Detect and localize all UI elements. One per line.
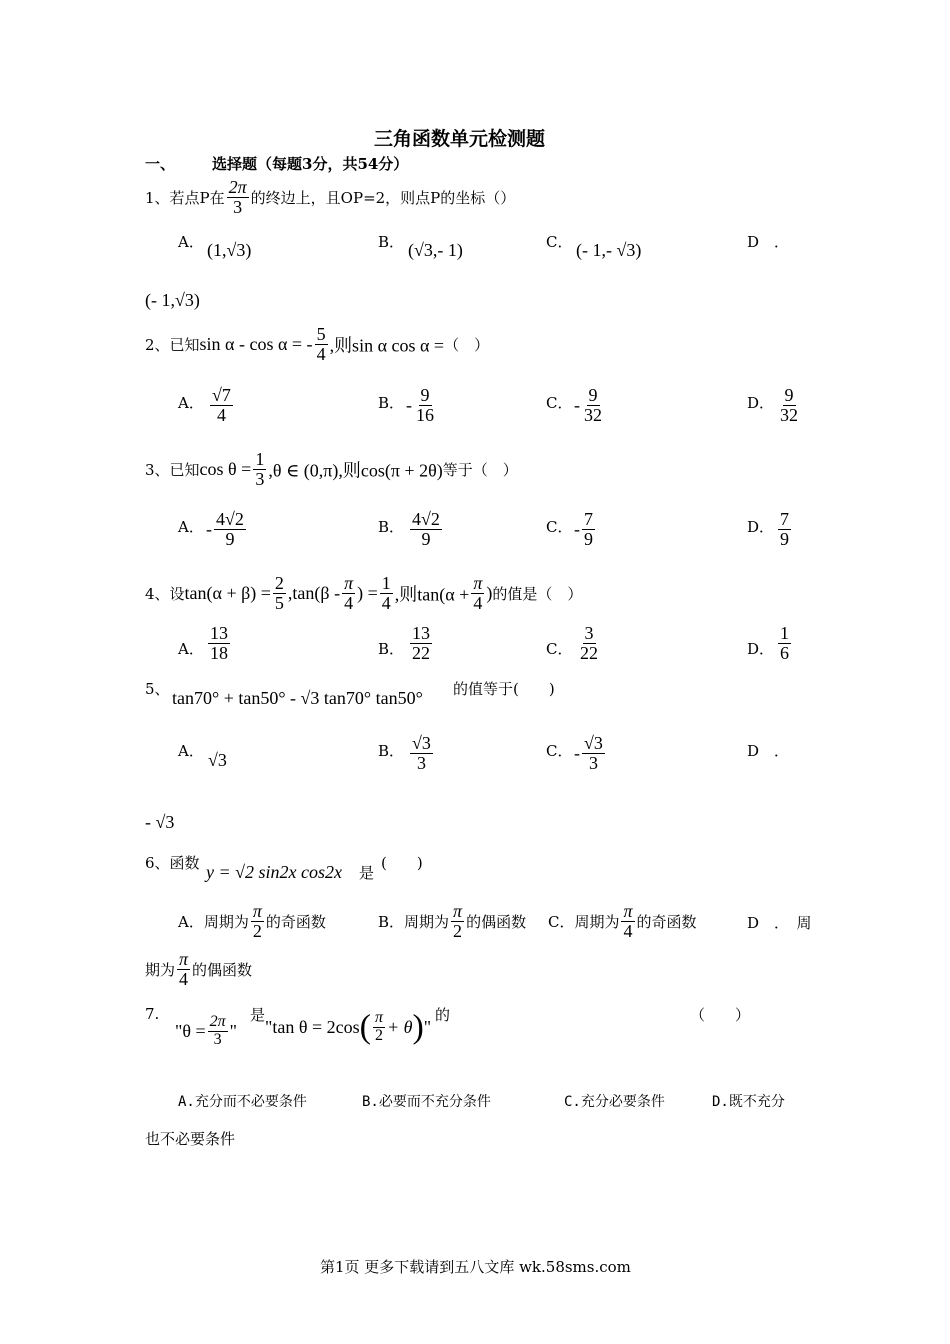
q7-is: 是: [250, 1006, 266, 1024]
q3-option-a: [206, 510, 248, 549]
q6-option-a: [178, 902, 326, 941]
q2-b-den: 16: [416, 404, 434, 425]
q5-b-num: √3: [412, 733, 431, 753]
q7-option-d: D.既不充分: [712, 1094, 785, 1110]
q2-option-b-label: B．: [378, 394, 405, 412]
q3-b-den: 9: [421, 528, 431, 549]
page-title: 三角函数单元检测题: [374, 128, 546, 150]
q7-q2-open: "tan θ = 2cos: [265, 1016, 360, 1037]
q6-d-line2-pre: 期为: [145, 960, 176, 979]
q2-frac-den: 4: [316, 343, 326, 364]
q5-option-b-label: B．: [378, 742, 405, 760]
q4-f1-den: 5: [274, 592, 284, 613]
q5-option-c: [574, 734, 607, 773]
q3-prefix: 3、已知: [145, 460, 200, 479]
q6-d-den: 4: [179, 968, 189, 989]
q4-b-num: 13: [412, 623, 430, 643]
q2-option-c-label: C．: [546, 394, 573, 412]
q5-option-b: [408, 734, 435, 773]
q7-number: 7.: [145, 1005, 160, 1023]
q6-b-den: 2: [453, 920, 463, 941]
q2-frac-num: 5: [316, 324, 326, 344]
q4-d-den: 6: [780, 642, 789, 663]
q4-f4-den: 4: [473, 592, 483, 613]
q6-c-num: π: [623, 901, 633, 921]
q4-f3-num: 1: [381, 573, 391, 593]
q2-b-num: 9: [420, 385, 430, 405]
q6-d-post: 的偶函数: [192, 960, 253, 979]
q4-prefix: 4、设: [145, 584, 185, 603]
q6-suffix: 是: [359, 864, 375, 882]
q4-option-b: [408, 624, 434, 663]
q6-b-pre: B．周期为: [378, 912, 450, 931]
q6-c-post: 的奇函数: [636, 912, 697, 931]
q5-option-d: - √3: [145, 812, 175, 832]
q7-option-a: A.充分而不必要条件: [178, 1094, 307, 1110]
q1-option-b: (√3,- 1): [408, 240, 463, 260]
question-3: [145, 450, 518, 489]
q4-f3-den: 4: [381, 592, 391, 613]
q3-c-den: 9: [584, 528, 593, 549]
q4-f1-num: 2: [274, 573, 284, 593]
q7-right-paren: ): [412, 1008, 424, 1046]
q3-option-b: [408, 510, 444, 549]
q6-a-num: π: [252, 901, 262, 921]
q1-frac-num: 2π: [228, 177, 247, 197]
q1-option-b-label: B．: [378, 233, 405, 251]
q2-d-num: 9: [784, 385, 794, 405]
q2-option-a: [208, 386, 235, 425]
q1-frac-den: 3: [233, 196, 243, 217]
q1-fraction: [227, 178, 249, 217]
question-4: [145, 574, 582, 613]
q2-option-d: [776, 386, 802, 425]
q5-option-c-label: C．: [546, 742, 573, 760]
q3-option-b-label: B．: [378, 518, 405, 536]
q3-c-sign: -: [574, 518, 580, 539]
q2-c-sign: -: [574, 394, 580, 415]
q6-expr: y = √2 sin2x cos2x: [206, 862, 342, 882]
q5-option-d-label: D ．: [747, 742, 790, 760]
q4-e2: ,tan(β -: [287, 582, 341, 603]
q2-b-sign: -: [406, 394, 412, 415]
q7-q-close: ": [229, 1020, 237, 1041]
q4-option-d-label: D．: [747, 640, 775, 658]
q1-suffix: 的终边上，且OP=2，则点P的坐标（）: [250, 188, 516, 207]
q7-f-den: 3: [213, 1030, 222, 1048]
q3-option-d: [776, 510, 793, 549]
q2-paren: （ ）: [444, 335, 490, 354]
q7-inner-num: π: [374, 1009, 383, 1026]
q6-expression: [206, 862, 342, 883]
q7-of: 的: [435, 1006, 451, 1024]
q4-option-a-label: A．: [178, 640, 204, 658]
q2-option-c: [574, 386, 606, 425]
q3-frac-den: 3: [255, 468, 265, 489]
q4-option-c: [576, 624, 602, 663]
q7-inner-den: 2: [374, 1026, 383, 1044]
q6-b-post: 的偶函数: [466, 912, 527, 931]
q4-f2-num: π: [344, 573, 354, 593]
q7-f-num: 2π: [209, 1013, 226, 1030]
q3-a-num: 4√2: [216, 509, 244, 529]
q5-c-num: √3: [584, 733, 603, 753]
q6-c-pre: C．周期为: [548, 912, 620, 931]
section-label: 选择题（每题3分，共54分）: [212, 155, 409, 173]
q3-a-den: 9: [225, 528, 235, 549]
q4-b-den: 22: [412, 642, 430, 663]
q1-option-d-label: D ．: [747, 233, 790, 251]
q7-q2-close: ": [423, 1016, 432, 1037]
q3-d-num: 7: [780, 509, 789, 529]
page-footer: 第1页 更多下载请到五八文库 wk.58sms.com: [320, 1258, 631, 1276]
q5-expression: tan70° + tan50° - √3 tan70° tan50°: [172, 688, 423, 708]
q6-a-post: 的奇函数: [265, 912, 326, 931]
q7-inner-plus: + θ: [386, 1016, 413, 1037]
q2-expr-right: ,则sin α cos α =: [329, 335, 445, 356]
q6-d-num: π: [179, 949, 189, 969]
q4-suffix: 的值是（ ）: [492, 584, 583, 603]
q7-condition-1: [175, 1014, 237, 1049]
q2-expr-left: sin α - cos α = -: [199, 333, 313, 354]
q3-option-c: [574, 510, 597, 549]
q4-c-den: 22: [580, 642, 598, 663]
q6-option-b: [378, 902, 526, 941]
question-2: [145, 325, 489, 364]
q3-frac-num: 1: [255, 449, 265, 469]
q2-d-den: 32: [780, 404, 798, 425]
q6-a-pre: A．周期为: [178, 912, 249, 931]
q3-c-num: 7: [584, 509, 593, 529]
q2-c-num: 9: [588, 385, 598, 405]
q5-c-sign: -: [574, 742, 580, 763]
q7-q-open: "θ =: [175, 1020, 206, 1041]
q3-suffix: 等于（ ）: [442, 460, 518, 479]
q5-option-a-label: A．: [178, 742, 204, 760]
q5-number: 5、: [145, 680, 170, 698]
q1-option-a: (1,√3): [207, 240, 252, 260]
q4-e1: tan(α + β) =: [184, 582, 271, 603]
q1-option-c-label: C．: [546, 233, 573, 251]
q4-f4-num: π: [473, 573, 483, 593]
q7-option-b: B.必要而不充分条件: [362, 1094, 491, 1110]
q2-option-a-label: A．: [178, 394, 204, 412]
q2-option-d-label: D．: [747, 394, 775, 412]
q6-option-d-cont: [145, 950, 252, 989]
q4-e5: ): [486, 582, 493, 603]
q4-e4: ,则tan(α +: [394, 584, 470, 605]
q3-option-a-label: A．: [178, 518, 204, 536]
q7-option-d-cont: 也不必要条件: [145, 1130, 236, 1148]
q4-option-c-label: C．: [546, 640, 573, 658]
question-1: [145, 178, 515, 217]
q5-suffix: 的值等于( ): [453, 680, 555, 698]
q1-option-c: (- 1,- √3): [576, 240, 642, 260]
q3-a-sign: -: [206, 518, 212, 539]
q4-e3: ) =: [357, 582, 378, 603]
q5-c-den: 3: [588, 752, 598, 773]
q6-prefix: 6、函数: [145, 854, 200, 872]
q4-option-b-label: B．: [378, 640, 405, 658]
q4-f2-den: 4: [344, 592, 354, 613]
q7-paren: （ ）: [690, 1006, 751, 1024]
q6-c-den: 4: [623, 920, 633, 941]
q3-b-num: 4√2: [412, 509, 440, 529]
q2-a-den: 4: [216, 404, 226, 425]
q4-c-num: 3: [584, 623, 594, 643]
q3-expr-right: ,θ ∈ (0,π),则cos(π + 2θ): [268, 460, 443, 481]
q4-option-a: [206, 624, 232, 663]
q4-option-d: [776, 624, 793, 663]
q1-option-d: (- 1,√3): [145, 290, 200, 310]
q6-b-num: π: [453, 901, 463, 921]
q4-a-den: 18: [210, 642, 228, 663]
q3-d-den: 9: [780, 528, 789, 549]
q1-option-a-label: A．: [178, 233, 204, 251]
q7-condition-2: [265, 1010, 431, 1045]
q2-prefix: 2、已知: [145, 335, 200, 354]
q4-d-num: 1: [780, 623, 789, 643]
q6-paren: ( ): [381, 854, 423, 872]
q7-left-paren: (: [359, 1008, 371, 1046]
q2-option-b: [406, 386, 438, 425]
q3-expr-left: cos θ =: [199, 458, 252, 479]
q5-option-a: √3: [208, 750, 227, 770]
q2-fraction: [315, 325, 328, 364]
q4-a-num: 13: [210, 623, 228, 643]
section-number: 一、: [145, 155, 176, 173]
q5-b-den: 3: [416, 752, 426, 773]
q6-option-d-pre: D ． 周: [747, 914, 812, 932]
q6-a-den: 2: [252, 920, 262, 941]
q1-prefix: 1、若点P在: [145, 188, 225, 207]
q2-a-num: √7: [212, 385, 231, 405]
q3-option-d-label: D．: [747, 518, 775, 536]
q3-option-c-label: C．: [546, 518, 573, 536]
q6-option-c: [548, 902, 697, 941]
q7-option-c: C.充分必要条件: [564, 1094, 665, 1110]
q2-c-den: 32: [584, 404, 602, 425]
